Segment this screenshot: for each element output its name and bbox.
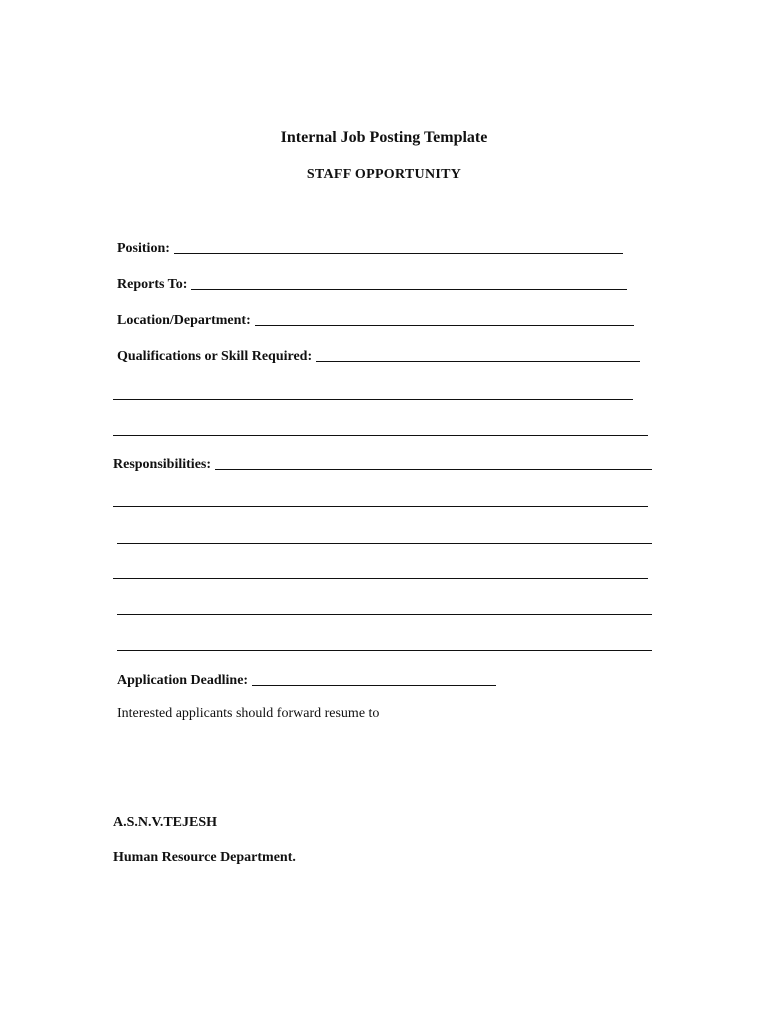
contact-department: Human Resource Department. [113,850,296,865]
qualifications-extra-line-2[interactable] [113,435,648,436]
responsibilities-extra-line-4[interactable] [117,614,652,615]
location-department-label: Location/Department: [117,313,251,328]
responsibilities-field[interactable] [113,454,652,474]
location-department-field[interactable] [117,310,634,330]
responsibilities-extra-line-5[interactable] [117,650,652,651]
responsibilities-extra-line-2[interactable] [117,543,652,544]
responsibilities-extra-line-1[interactable] [113,506,648,507]
qualifications-extra-line-1[interactable] [113,399,633,400]
qualifications-field[interactable] [117,346,640,366]
qualifications-label: Qualifications or Skill Required: [117,349,313,364]
position-label: Position: [117,241,170,256]
responsibilities-blank-line[interactable] [215,469,652,470]
responsibilities-label: Responsibilities: [113,457,212,472]
position-blank-line[interactable] [174,253,623,254]
reports-to-field[interactable] [117,274,627,294]
application-deadline-field[interactable] [117,670,496,690]
contact-name: A.S.N.V.TEJESH [113,815,218,830]
document-title: Internal Job Posting Template [280,129,488,146]
location-department-blank-line[interactable] [255,325,634,326]
application-deadline-label: Application Deadline: [117,673,249,688]
position-field[interactable] [117,238,623,258]
reports-to-blank-line[interactable] [191,289,627,290]
forward-resume-instruction: Interested applicants should forward resume to [117,706,380,721]
document-subtitle: STAFF OPPORTUNITY [306,167,462,182]
reports-to-label: Reports To: [117,277,188,292]
responsibilities-extra-line-3[interactable] [113,578,648,579]
qualifications-blank-line[interactable] [316,361,640,362]
application-deadline-blank-line[interactable] [252,685,496,686]
